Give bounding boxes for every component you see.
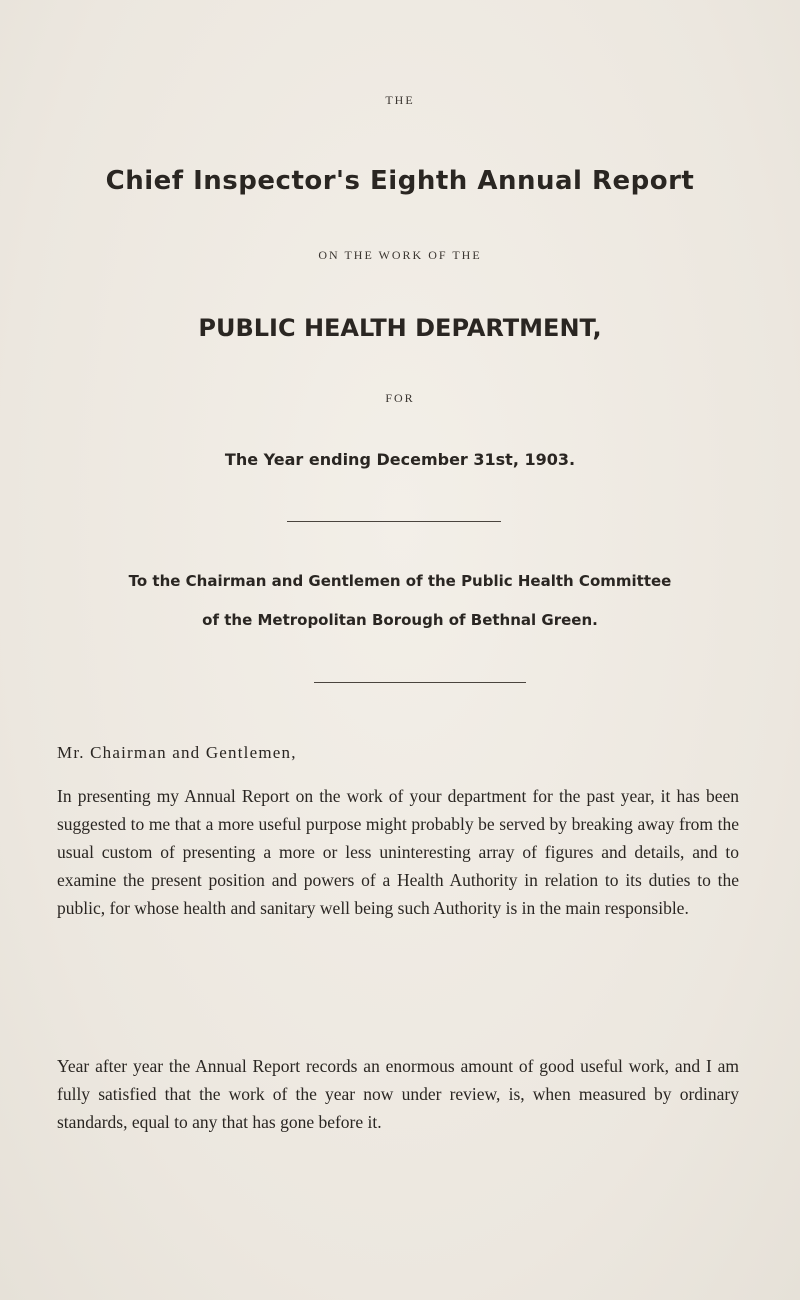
department-title: PUBLIC HEALTH DEPARTMENT, [198, 314, 602, 342]
header-for: FOR [385, 391, 415, 405]
divider-top [287, 521, 501, 522]
report-title: Chief Inspector's Eighth Annual Report [105, 166, 695, 196]
header-on-the-work: ON THE WORK OF THE [318, 248, 482, 262]
address-line-2: of the Metropolitan Borough of Bethnal Green. [202, 611, 598, 629]
salutation: Mr. Chairman and Gentlemen, [57, 743, 297, 762]
year-line: The Year ending December 31st, 1903. [224, 450, 576, 469]
header-the: THE [385, 93, 415, 107]
address-line-1: To the Chairman and Gentlemen of the Public Health Committee [128, 572, 672, 590]
divider-bottom [314, 682, 526, 683]
paragraph-1: In presenting my Annual Report on the work of your department for the past year, it has been suggested to me that a more useful purpose might probably be served by breaking away from the usual custom of presenting a more or less uninteresting array of figures and details, and to examine the present position and powers of a Health Authority in relation to its duties to the public, for whose health and sanitary well being such Authority is in the main responsible. [57, 786, 739, 918]
paragraph-2: Year after year the Annual Report records an enormous amount of good useful work, and I am fully satisfied that the work of the year now under review, is, when measured by ordinary standards, equal to any that has gone before it. [57, 1056, 739, 1132]
